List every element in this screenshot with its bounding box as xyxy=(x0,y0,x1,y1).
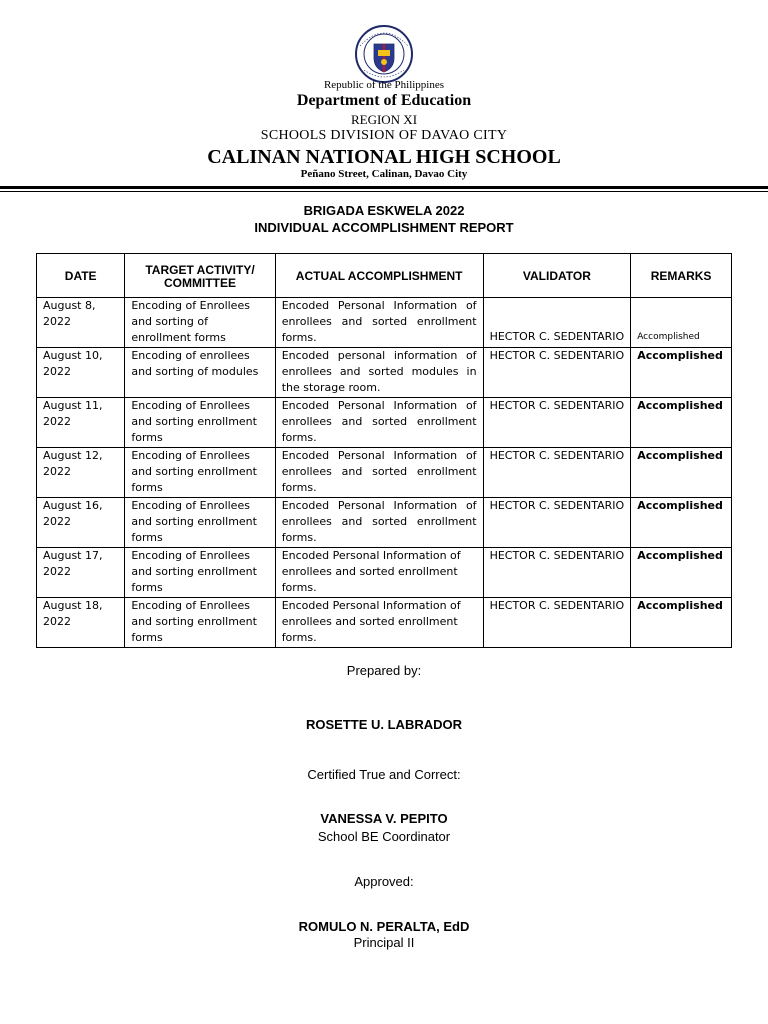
activity-cell: Encoding of Enrollees and sorting enrollment forms xyxy=(125,548,275,598)
activity-cell: Encoding of Enrollees and sorting enrollment forms xyxy=(125,498,275,548)
accomplishment-cell: Encoded Personal Information of enrollees and sorted enrollment forms. xyxy=(275,498,483,548)
accomplishment-cell: Encoded Personal Information of enrollees and sorted enrollment forms. xyxy=(275,548,483,598)
table-row xyxy=(37,498,732,548)
accomplishment-table xyxy=(36,253,732,648)
table-header-row xyxy=(37,254,732,298)
region-label: REGION XI xyxy=(350,112,418,127)
table-row xyxy=(37,598,732,648)
remarks-cell: Accomplished xyxy=(631,598,732,648)
certified-label: Certified True and Correct: xyxy=(307,767,461,782)
remarks-cell: Accomplished xyxy=(631,448,732,498)
column-header-date: DATE xyxy=(37,254,125,298)
date-cell: August 17, 2022 xyxy=(37,548,125,598)
table-row xyxy=(37,548,732,598)
header-divider-thin xyxy=(0,191,768,192)
remarks-cell: Accomplished xyxy=(631,398,732,448)
date-cell: August 8, 2022 xyxy=(37,298,125,348)
approver-role: Principal II xyxy=(353,935,415,950)
date-cell: August 10, 2022 xyxy=(37,348,125,398)
table-row xyxy=(37,298,732,348)
validator-cell: HECTOR C. SEDENTARIO xyxy=(483,598,631,648)
deped-seal-icon xyxy=(350,24,418,84)
activity-cell: Encoding of Enrollees and sorting enrollment forms xyxy=(125,598,275,648)
date-cell: August 12, 2022 xyxy=(37,448,125,498)
validator-cell: HECTOR C. SEDENTARIO xyxy=(483,398,631,448)
column-header-remarks: REMARKS xyxy=(631,254,732,298)
accomplishment-cell: Encoded Personal Information of enrollees and sorted enrollment forms. xyxy=(275,598,483,648)
header-divider-thick xyxy=(0,186,768,189)
table-row xyxy=(37,398,732,448)
activity-cell: Encoding of Enrollees and sorting enrollment forms xyxy=(125,448,275,498)
validator-cell: HECTOR C. SEDENTARIO xyxy=(483,448,631,498)
school-address: Peñano Street, Calinan, Davao City xyxy=(300,168,468,180)
remarks-cell: Accomplished xyxy=(631,548,732,598)
validator-cell: HECTOR C. SEDENTARIO xyxy=(483,498,631,548)
date-cell: August 16, 2022 xyxy=(37,498,125,548)
activity-cell: Encoding of enrollees and sorting of modules xyxy=(125,348,275,398)
accomplishment-cell: Encoded Personal Information of enrollees and sorted enrollment forms. xyxy=(275,448,483,498)
report-title: BRIGADA ESKWELA 2022 xyxy=(303,203,465,218)
preparer-name: ROSETTE U. LABRADOR xyxy=(306,717,462,732)
validator-cell: HECTOR C. SEDENTARIO xyxy=(483,548,631,598)
division-label: SCHOOLS DIVISION OF DAVAO CITY xyxy=(260,128,508,143)
approved-label: Approved: xyxy=(354,874,414,889)
accomplishment-cell: Encoded personal information of enrollees and sorted modules in the storage room. xyxy=(275,348,483,398)
accomplishment-cell: Encoded Personal Information of enrollees and sorted enrollment forms. xyxy=(275,298,483,348)
date-cell: August 18, 2022 xyxy=(37,598,125,648)
column-header-accomplishment: ACTUAL ACCOMPLISHMENT xyxy=(275,254,483,298)
certifier-name: VANESSA V. PEPITO xyxy=(320,811,448,826)
activity-cell: Encoding of Enrollees and sorting enrollment forms xyxy=(125,398,275,448)
date-cell: August 11, 2022 xyxy=(37,398,125,448)
certifier-role: School BE Coordinator xyxy=(317,829,451,844)
approver-name: ROMULO N. PERALTA, EdD xyxy=(298,919,470,934)
column-header-validator: VALIDATOR xyxy=(483,254,631,298)
remarks-cell: Accomplished xyxy=(631,348,732,398)
validator-cell: HECTOR C. SEDENTARIO xyxy=(483,298,631,348)
validator-cell: HECTOR C. SEDENTARIO xyxy=(483,348,631,398)
table-row xyxy=(37,448,732,498)
accomplishment-cell: Encoded Personal Information of enrollees and sorted enrollment forms. xyxy=(275,398,483,448)
column-header-activity: TARGET ACTIVITY/ COMMITTEE xyxy=(125,254,275,298)
report-subtitle: INDIVIDUAL ACCOMPLISHMENT REPORT xyxy=(254,220,514,235)
table-row xyxy=(37,348,732,398)
department-label: Department of Education xyxy=(296,92,472,109)
prepared-by-label: Prepared by: xyxy=(346,663,422,678)
remarks-cell: Accomplished xyxy=(631,498,732,548)
republic-label: Republic of the Philippines xyxy=(323,79,445,91)
school-name: CALINAN NATIONAL HIGH SCHOOL xyxy=(207,146,561,168)
activity-cell: Encoding of Enrollees and sorting of enrollment forms xyxy=(125,298,275,348)
remarks-cell: Accomplished xyxy=(631,298,732,348)
